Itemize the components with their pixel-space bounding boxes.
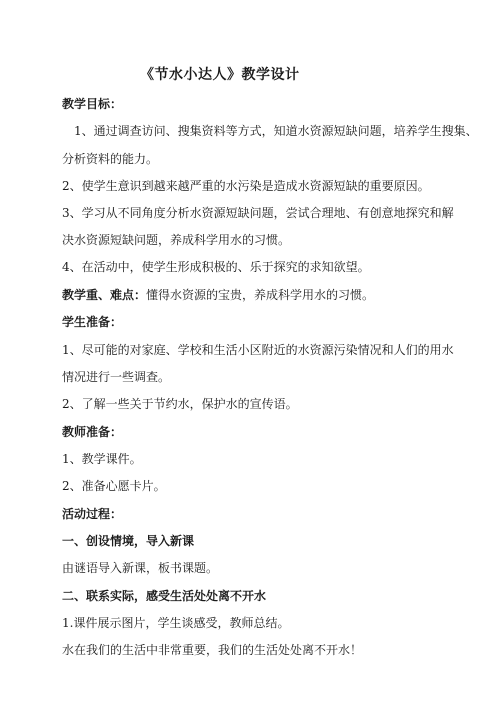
process-heading: 活动过程： — [62, 507, 123, 521]
objective-1-line-2: 分析资料的能力。 — [62, 152, 159, 166]
objective-3-line-2: 决水资源短缺问题，养成科学用水的习惯。 — [62, 233, 291, 247]
objective-3-line-1: 3、学习从不同角度分析水资源短缺问题，尝试合理地、有创意地探究和解 — [62, 206, 454, 220]
teacher-prep-heading: 教师准备： — [62, 425, 123, 439]
section-1-text: 由谜语导入新课，板书课题。 — [62, 561, 219, 575]
student-prep-heading: 学生准备： — [62, 315, 123, 329]
teacher-prep-2: 2、准备心愿卡片。 — [62, 479, 166, 493]
student-prep-1-line-1: 1、尽可能的对家庭、学校和生活小区附近的水资源污染情况和人们的用水 — [62, 343, 454, 357]
key-points-text: 懂得水资源的宝贵，养成科学用水的习惯。 — [146, 288, 375, 302]
student-prep-1-line-2: 情况进行一些调查。 — [62, 370, 171, 384]
objective-1-line-1: 1、通过调查访问、搜集资料等方式，知道水资源短缺问题，培养学生搜集、 — [74, 124, 478, 138]
objectives-heading: 教学目标： — [62, 97, 123, 111]
objective-2: 2、使学生意识到越来越严重的水污染是造成水资源短缺的重要原因。 — [62, 179, 430, 193]
student-prep-2: 2、了解一些关于节约水，保护水的宣传语。 — [62, 397, 298, 411]
key-points-label: 教学重、难点： — [62, 288, 147, 302]
document-title: 《节水小达人》教学设计 — [140, 67, 300, 83]
section-2-line-2: 水在我们的生活中非常重要，我们的生活处处离不开水！ — [62, 643, 363, 657]
section-2-heading: 二、联系实际，感受生活处处离不开水 — [62, 589, 267, 603]
teacher-prep-1: 1、教学课件。 — [62, 452, 142, 466]
section-1-heading: 一、创设情境，导入新课 — [62, 534, 195, 548]
section-2-line-1: 1.课件展示图片，学生谈感受，教师总结。 — [62, 616, 290, 630]
key-points — [62, 281, 470, 309]
objective-4: 4、在活动中，使学生形成积极的、乐于探究的求知欲望。 — [62, 260, 370, 274]
